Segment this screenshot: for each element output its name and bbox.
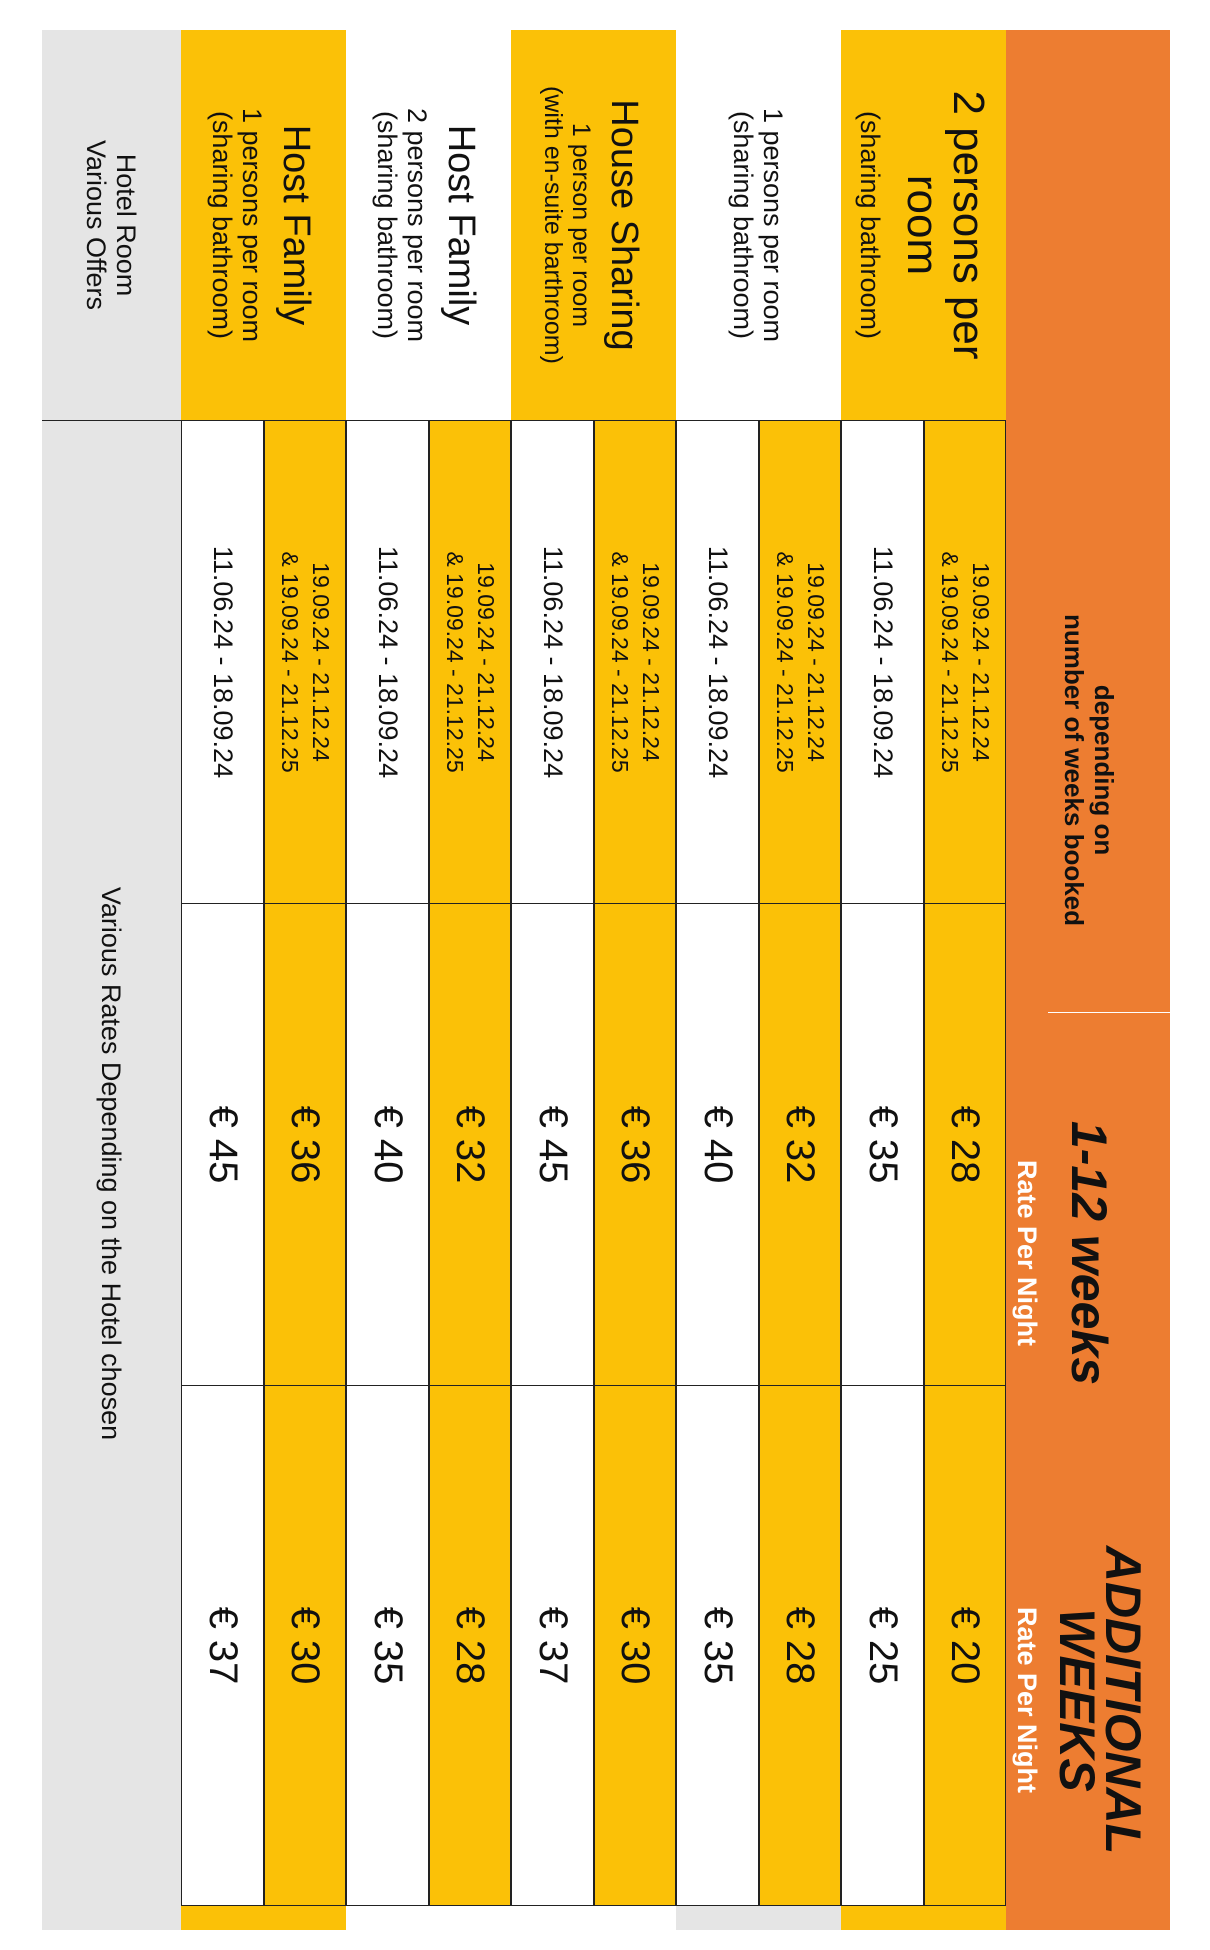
rate-value: € 45 [201, 1105, 245, 1184]
tail-strip [511, 1906, 676, 1930]
additional-value: € 28 [448, 1606, 493, 1685]
additional-value: € 30 [613, 1606, 658, 1685]
price-table [42, 30, 1170, 1930]
header-divider [1048, 1012, 1170, 1013]
rate-value: € 32 [448, 1105, 493, 1184]
group-house-sharing-label: House Sharing 1 person per room (with en-suite barthroom) [511, 30, 676, 420]
table-row: 19.09.24 - 21.12.24 & 19.09.24 - 21.12.25 € 32 € 28 [759, 420, 841, 1906]
hotel-room-row [42, 30, 181, 1930]
table-row: 11.06.24 - 18.09.24 € 40 € 35 [346, 420, 429, 1906]
group-1person-label: 1 persons per room (sharing bathroom) [676, 30, 841, 420]
rate-value: € 35 [861, 1105, 905, 1184]
group-title: House Sharing [603, 99, 646, 351]
rate-value: € 36 [283, 1105, 328, 1184]
tail-strip [676, 1906, 841, 1930]
additional-value: € 35 [696, 1606, 740, 1685]
table-row: 19.09.24 - 21.12.24 & 19.09.24 - 21.12.25 € 28 € 20 [924, 420, 1006, 1906]
group-subtitle: (sharing bathroom) [855, 110, 886, 340]
table-row: 11.06.24 - 18.09.24 € 45 € 37 [511, 420, 594, 1906]
group-title: Host Family [275, 124, 318, 326]
header-additional-title: ADDITIONAL WEEKS [1049, 1545, 1151, 1855]
additional-value: € 37 [531, 1606, 575, 1685]
tail-strip [181, 1906, 346, 1930]
rate-label-1: Rate Per Night [1012, 1159, 1043, 1347]
additional-value: € 25 [861, 1606, 905, 1685]
table-row: 11.06.24 - 18.09.24 € 45 € 37 [181, 420, 264, 1906]
group-title: 2 persons per room [898, 90, 994, 360]
tail-strip [841, 1906, 1006, 1930]
additional-value: € 28 [778, 1606, 823, 1685]
group-host-family-2-label: Host Family 2 persons per room (sharing bathroom) [346, 30, 511, 420]
rate-label-2: Rate Per Night [1012, 1606, 1043, 1794]
table-row: 11.06.24 - 18.09.24 € 40 € 35 [676, 420, 759, 1906]
rate-value: € 40 [366, 1105, 410, 1184]
additional-value: € 20 [943, 1606, 988, 1685]
additional-value: € 35 [366, 1606, 410, 1685]
hotel-room-label: Hotel Room Various Offers [81, 139, 142, 311]
group-host-family-1-label: Host Family 1 persons per room (sharing bathroom) [181, 30, 346, 420]
group-2persons-label [841, 30, 1006, 420]
table-row: 19.09.24 - 21.12.24 & 19.09.24 - 21.12.25 € 36 € 30 [594, 420, 676, 1906]
table-row: 19.09.24 - 21.12.24 & 19.09.24 - 21.12.25 € 36 € 30 [264, 420, 346, 1906]
hotel-rates-note: Various Rates Depending on the Hotel chosen [96, 886, 127, 1441]
rate-value: € 28 [943, 1105, 988, 1184]
rate-value: € 45 [531, 1105, 575, 1184]
table-row: 11.06.24 - 18.09.24 € 35 € 25 [841, 420, 924, 1906]
rate-value: € 40 [696, 1105, 740, 1184]
group-title: Host Family [440, 124, 483, 326]
additional-value: € 30 [283, 1606, 328, 1685]
rate-value: € 32 [778, 1105, 823, 1184]
header-depending-label: depending on number of weeks booked [1059, 613, 1119, 927]
table-row: 19.09.24 - 21.12.24 & 19.09.24 - 21.12.25 € 32 € 28 [429, 420, 511, 1906]
rate-value: € 36 [613, 1105, 658, 1184]
tail-strip [346, 1906, 511, 1930]
header-weeks-title: 1-12 weeks [1061, 1120, 1117, 1386]
additional-value: € 37 [201, 1606, 245, 1685]
